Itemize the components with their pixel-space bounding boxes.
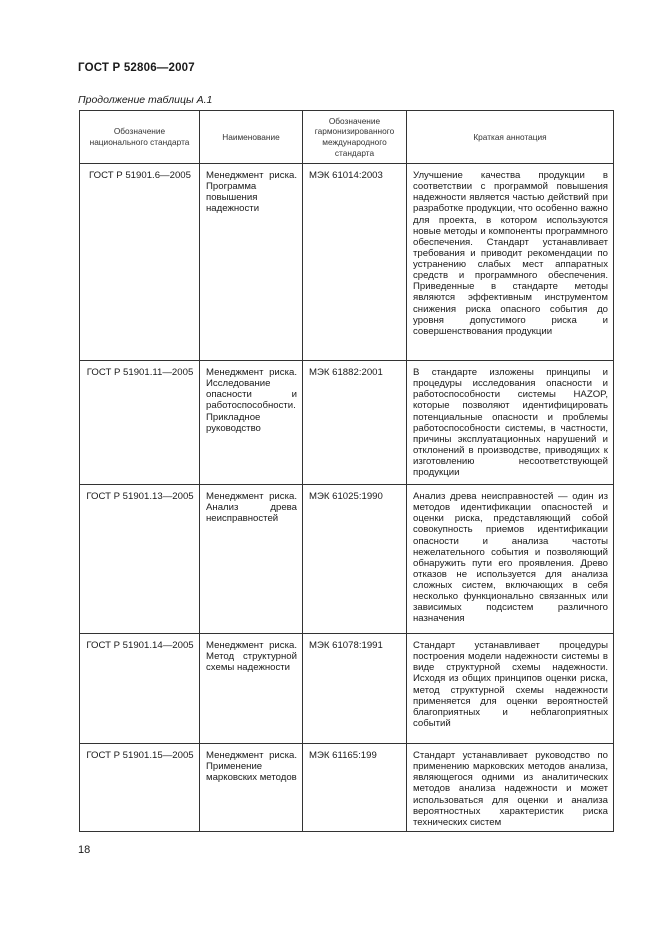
table-caption: Продолжение таблицы А.1 xyxy=(78,94,213,106)
cell-national: ГОСТ Р 51901.15—2005 xyxy=(80,744,200,832)
cell-annotation: Стандарт устанавливает руководство по применению марковских методов анализа, являющегося одними из аналитических методов анализа надежности и может использоваться для оценки и анализа вероятностных характеристик риска технических систем xyxy=(407,744,614,832)
page-number: 18 xyxy=(78,844,91,856)
col-header-intl: Обозначение гармонизированного международного стандарта xyxy=(303,111,407,164)
table-row xyxy=(80,164,614,361)
table-row xyxy=(80,361,614,485)
cell-national: ГОСТ Р 51901.6—2005 xyxy=(80,164,200,361)
cell-national: ГОСТ Р 51901.14—2005 xyxy=(80,634,200,744)
cell-intl: МЭК 61165:199 xyxy=(303,744,407,832)
cell-name: Менеджмент риска. Программа повышения надежности xyxy=(200,164,303,361)
cell-intl: МЭК 61014:2003 xyxy=(303,164,407,361)
cell-intl: МЭК 61078:1991 xyxy=(303,634,407,744)
cell-name: Менеджмент риска. Применение марковских методов xyxy=(200,744,303,832)
table-header-row xyxy=(80,111,614,164)
cell-intl: МЭК 61025:1990 xyxy=(303,485,407,634)
cell-annotation: В стандарте изложены принципы и процедуры исследования опасности и работоспособности системы HAZOP, которые позволяют идентифицировать потенциальные опасности и проблемы работоспособности системы, в частности, причины эксплуатационных нарушений и отклонений в производстве, приводящих к изготовлению несоответствующей продукции xyxy=(407,361,614,485)
cell-annotation: Анализ древа неисправностей — один из методов идентификации опасностей и оценки риска, представляющий собой совокупность приемов идентификации опасности и анализа частоты нежелательного события и позволяющий обнаружить пути его проявления. Древо отказов не используется для анализа сложных систем, включающих в себя несколько функционально связанных или зависимых подсистем различного назначения xyxy=(407,485,614,634)
cell-national: ГОСТ Р 51901.13—2005 xyxy=(80,485,200,634)
col-header-national: Обозначение национального стандарта xyxy=(80,111,200,164)
cell-annotation: Улучшение качества продукции в соответствии с программой повышения надежности является частью действий при разработке продукции, что особенно важно для проекта, в котором используются новые методы и компоненты программного обеспечения. Стандарт устанавливает требования и приводит рекомендации по устранению слабых мест аппаратных средств и программного обеспечения. Приведенные в стандарте методы являются эффективным инструментом снижения риска опасного события до уровня допустимого риска и совершенствования продукции xyxy=(407,164,614,361)
cell-name: Менеджмент риска. Метод структурной схемы надежности xyxy=(200,634,303,744)
table-row xyxy=(80,485,614,634)
cell-intl: МЭК 61882:2001 xyxy=(303,361,407,485)
standards-table xyxy=(79,110,614,832)
document-header: ГОСТ Р 52806—2007 xyxy=(78,62,195,74)
col-header-annotation: Краткая аннотация xyxy=(407,111,614,164)
cell-national: ГОСТ Р 51901.11—2005 xyxy=(80,361,200,485)
col-header-name: Наименование xyxy=(200,111,303,164)
cell-annotation: Стандарт устанавливает процедуры построения модели надежности системы в виде структурной схемы надежности. Исходя из общих принципов оценки риска, метод структурной схемы надежности применяется для оценки вероятностей благоприятных и неблагоприятных событий xyxy=(407,634,614,744)
cell-name: Менеджмент риска. Анализ древа неисправностей xyxy=(200,485,303,634)
table-row xyxy=(80,634,614,744)
cell-name: Менеджмент риска. Исследование опасности и работоспособности. Прикладное руководство xyxy=(200,361,303,485)
table-row xyxy=(80,744,614,832)
